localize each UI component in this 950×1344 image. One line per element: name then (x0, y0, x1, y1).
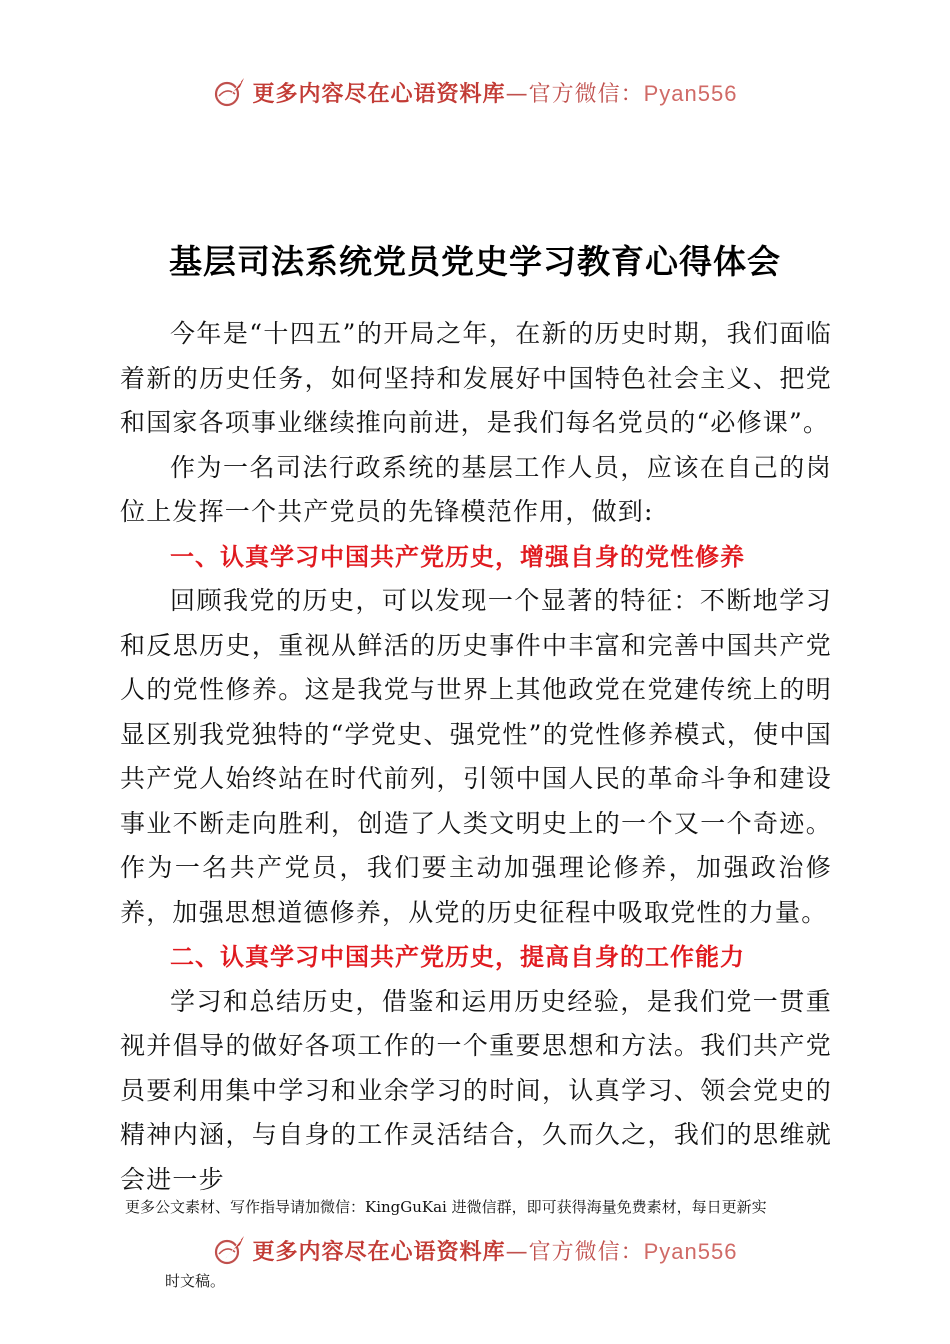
document-title: 基层司法系统党员党史学习教育心得体会 (169, 242, 781, 281)
watermark-main-text: 更多内容尽在心语资料库 (252, 81, 506, 107)
section-heading-1: 一、认真学习中国共产党历史，增强自身的党性修养 (170, 542, 745, 571)
watermark-wechat-id: Pyan556 (643, 1238, 738, 1264)
paragraph-1: 今年是“十四五”的开局之年，在新的历史时期，我们面临着新的历史任务，如何坚持和发展好中国特色社会主义、把党和国家各项事业继续推向前进，是我们每名党员的“必修课”。 (120, 319, 832, 437)
watermark-banner-top (0, 72, 950, 112)
watermark-dash: — (505, 81, 529, 107)
document-body (120, 312, 832, 1202)
watermark-wechat-id: Pyan556 (643, 80, 738, 106)
quill-logo-icon (213, 75, 247, 109)
watermark-official-label: 官方微信： (528, 1239, 644, 1265)
watermark-official-label: 官方微信： (528, 81, 644, 107)
quill-logo-icon (213, 1233, 247, 1267)
watermark-main-text: 更多内容尽在心语资料库 (252, 1239, 506, 1265)
paragraph-4: 学习和总结历史，借鉴和运用历史经验，是我们党一贯重视并倡导的做好各项工作的一个重要思想和方法。我们共产党员要利用集中学习和业余学习的时间，认真学习、领会党史的精神内涵，与自身的工作灵活结合，久而久之，我们的思维就会进一步 (120, 986, 832, 1194)
paragraph-3: 回顾我党的历史，可以发现一个显著的特征：不断地学习和反思历史，重视从鲜活的历史事件中丰富和完善中国共产党人的党性修养。这是我党与世界上其他政党在党建传统上的明显区别我党独特的“学党史、强党性”的党性修养模式，使中国共产党人始终站在时代前列，引领中国人民的革命斗争和建设事业不断走向胜利，创造了人类文明史上的一个又一个奇迹。作为一名共产党员，我们要主动加强理论修养，加强政治修养，加强思想道德修养，从党的历史征程中吸取党性的力量。 (120, 586, 832, 927)
section-heading-2: 二、认真学习中国共产党历史，提高自身的工作能力 (170, 943, 745, 971)
footer-note-continuation: 时文稿。 (165, 1272, 226, 1290)
watermark-dash: — (505, 1239, 529, 1265)
paragraph-2: 作为一名司法行政系统的基层工作人员，应该在自己的岗位上发挥一个共产党员的先锋模范作用，做到: (120, 452, 832, 526)
watermark-banner-bottom (0, 1230, 950, 1270)
footer-note: 更多公文素材、写作指导请加微信：KingGuKai 进微信群，即可获得海量免费素材，每日更新实 (125, 1198, 767, 1216)
